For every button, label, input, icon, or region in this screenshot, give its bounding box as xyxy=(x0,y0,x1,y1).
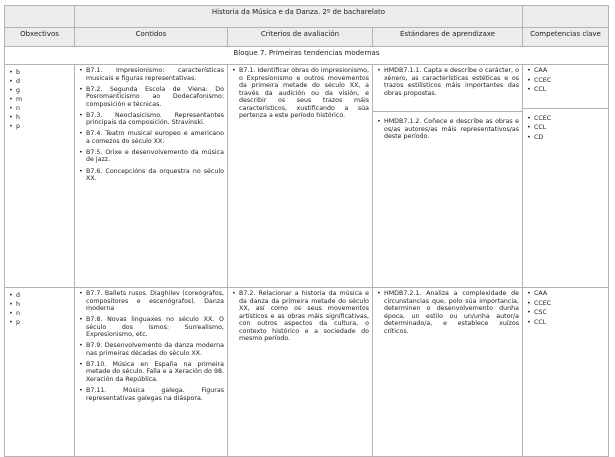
table-row xyxy=(5,288,609,457)
list-item: • B7.10. Música en España na primeira metade do século. Falla e a Xeración do 98. Xeración da República. xyxy=(78,361,224,384)
list-item: • CCL xyxy=(526,124,605,132)
list-item: • CAA xyxy=(526,290,605,298)
list-item: • CCEC xyxy=(526,115,605,123)
table-title: Historia da Música e da Danza. 2º de bacharelato xyxy=(75,6,523,28)
list-item: • B7.9. Desenvolvemento da danza moderna nas primeiras décadas do século XX. xyxy=(78,342,224,357)
objectives-list xyxy=(8,292,71,327)
standard-block xyxy=(373,111,522,141)
list-item: • B7.7. Ballets rusos. Diaghilev (coreógrafos, compositores e escenógrafos). Danza moderna xyxy=(78,290,224,313)
header-criteria: Criterios de avaliación xyxy=(228,28,373,47)
header-competences: Competencias clave xyxy=(523,28,609,47)
curriculum-table xyxy=(4,5,609,457)
table-row xyxy=(5,65,609,288)
list-item: • B7.2. Segunda Escola de Viena: Do Posromanticismo ao Dodecafonismo: composición e técnicas. xyxy=(78,86,224,109)
contents-cell xyxy=(75,288,228,457)
objectives-cell xyxy=(5,65,75,288)
list-item: • b xyxy=(8,69,71,77)
header-contents: Contidos xyxy=(75,28,228,47)
list-item: • CAA xyxy=(526,67,605,75)
competence-block xyxy=(526,67,605,94)
list-item: • p xyxy=(8,319,71,327)
standard-block xyxy=(376,67,519,97)
header-standards: Estándares de aprendizaxe xyxy=(373,28,523,47)
list-item: • HMDB7.1.2. Coñece e describe as obras e os/as autores/as máis representativos/as deste período. xyxy=(376,118,519,141)
list-item: • CCEC xyxy=(526,77,605,85)
criteria-list xyxy=(231,290,369,343)
list-item: • d xyxy=(8,78,71,86)
competence-block xyxy=(523,108,608,142)
list-item: • B7.8. Novas linguaxes no século XX. O século dos ismos: Surrealismo, Expresionismo, etc. xyxy=(78,316,224,339)
objectives-list xyxy=(8,69,71,131)
criteria-list xyxy=(231,67,369,120)
list-item: • h xyxy=(8,114,71,122)
criteria-cell xyxy=(228,65,373,288)
list-item: • CCEC xyxy=(526,300,605,308)
list-item: • d xyxy=(8,292,71,300)
list-item: • CD xyxy=(526,134,605,142)
table-title-row xyxy=(5,6,609,28)
list-item: • B7.1. Impresionismo: características musicais e figuras representativas. xyxy=(78,67,224,82)
list-item: • n xyxy=(8,310,71,318)
list-item: • B7.11. Música galega. Figuras representativas galegas na diáspora. xyxy=(78,387,224,402)
column-header-row xyxy=(5,28,609,47)
title-empty-cell xyxy=(523,6,609,28)
standards-cell xyxy=(373,65,523,288)
list-item: • CSC xyxy=(526,309,605,317)
standards-list xyxy=(376,290,519,335)
list-item: • HMDB7.1.1. Capta e describe o carácter, o xénero, as características estéticas e os trazos estilísticos máis importantes das obras propostas. xyxy=(376,67,519,97)
standards-cell xyxy=(373,288,523,457)
competences-cell xyxy=(523,65,609,288)
list-item: • n xyxy=(8,105,71,113)
list-item: • CCL xyxy=(526,319,605,327)
list-item: • p xyxy=(8,123,71,131)
block-title: Bloque 7. Primeiras tendencias modernas xyxy=(5,47,609,65)
objectives-cell xyxy=(5,288,75,457)
list-item: • B7.4. Teatro musical europeo e americano a comezos do século XX. xyxy=(78,130,224,145)
contents-cell xyxy=(75,65,228,288)
list-item: • g xyxy=(8,87,71,95)
competences-cell xyxy=(523,288,609,457)
list-item: • B7.1. Identificar obras do impresionismo, o Expresionismo e outros movementos da primeira metade do século XX, a través da audición ou da visión, e describir os seus trazos máis característicos, xustificando a súa pertenza a este período histórico. xyxy=(231,67,369,120)
contents-list xyxy=(78,290,224,402)
competences-list xyxy=(526,290,605,326)
list-item: • CCL xyxy=(526,86,605,94)
list-item: • B7.5. Orixe e desenvolvemento da música de jazz. xyxy=(78,149,224,164)
list-item: • m xyxy=(8,96,71,104)
list-item: • B7.3. Neoclasicismo. Representantes principais da composición. Stravinski. xyxy=(78,112,224,127)
list-item: • B7.2. Relacionar a historia da música e da danza da primeira metade do século XX, así como os seus movementos artísticos e as obras máis significativas, con outros aspectos da cultura, o contexto histórico e a sociedade do mesmo período. xyxy=(231,290,369,343)
list-item: • h xyxy=(8,301,71,309)
block-title-row xyxy=(5,47,609,65)
criteria-cell xyxy=(228,288,373,457)
header-objectives: Obxectivos xyxy=(5,28,75,47)
list-item: • B7.6. Concepcións da orquestra no século XX. xyxy=(78,168,224,183)
contents-list xyxy=(78,67,224,183)
title-empty-cell xyxy=(5,6,75,28)
list-item: • HMDB7.2.1. Analiza a complexidade de circunstancias que, polo súa importancia, determinen o desenvolvemento dunha época, un estilo ou un/unha autor/a determinado/a, e establece xuízos críticos. xyxy=(376,290,519,335)
